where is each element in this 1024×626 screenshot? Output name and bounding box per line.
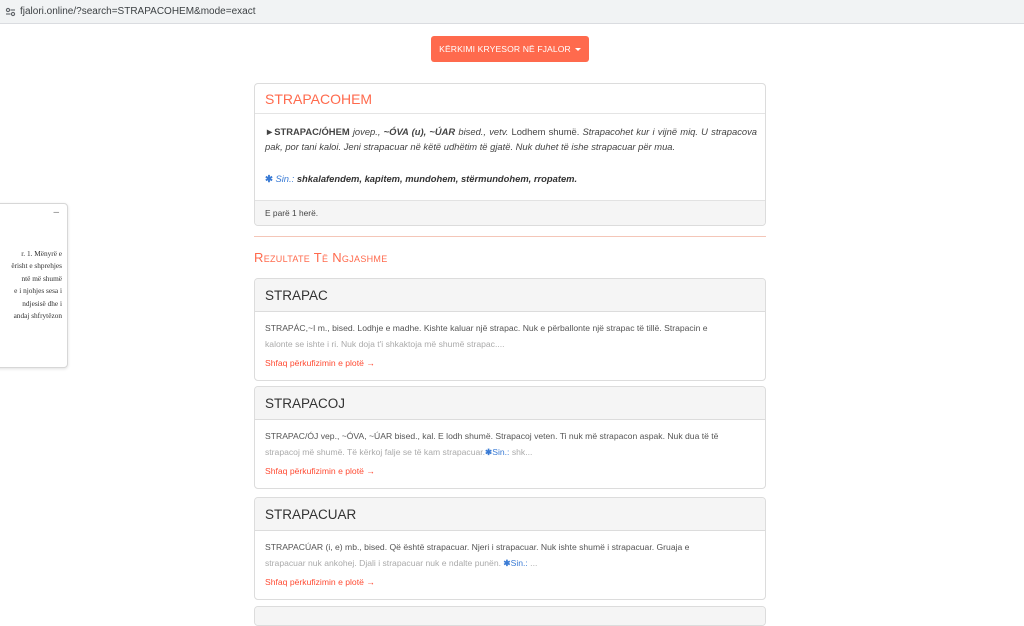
caret-down-icon [575, 48, 581, 51]
part-of-speech: jovep., [352, 126, 381, 137]
side-panel-line: ntë më shumë [21, 273, 62, 283]
minimize-icon[interactable]: – [53, 207, 59, 218]
side-panel-line: andaj shfrytëzon [13, 311, 62, 321]
excerpt-text: strapacoj më shumë. Të kërkoj falje se të kam strapacuar. [265, 446, 486, 457]
show-full-definition-link[interactable]: Shfaq përkufizimin e plotë → [265, 466, 375, 476]
excerpt-line-faded [265, 556, 755, 572]
excerpt-line: STRAPACÚAR (i, e) mb., bised. Që është strapacuar. Njeri i strapacuar. Nuk ishte shumë i strapacuar. Gruaja e [265, 542, 690, 552]
side-definition-panel [0, 203, 68, 368]
examples: Strapacohet kur i vijnë miq. U strapacova pak, por tani kaloi. Jeni strapacuar në këtë udhëtim të gjatë. Nuk duhet të ishe strapacuar për mua. [265, 126, 757, 153]
side-panel-line: e i njohjes sesa i [14, 286, 62, 296]
definition-title: STRAPACOHEM [265, 91, 373, 107]
side-panel-text [0, 248, 62, 322]
show-full-definition-link[interactable]: Shfaq përkufizimin e plotë → [265, 358, 375, 368]
excerpt-text: strapacuar nuk ankohej. Djali i strapacuar nuk e ndalte punën. [265, 557, 504, 568]
result-excerpt [265, 429, 755, 460]
side-panel-line: ndjesisë dhe i [22, 298, 62, 308]
synonym-label: Sin.: [275, 173, 295, 184]
main-search-dropdown-button[interactable] [431, 36, 589, 62]
main-search-button-label: KËRKIMI KRYESOR NË FJALOR [439, 44, 571, 54]
result-excerpt [265, 540, 755, 571]
result-card [254, 386, 766, 489]
side-panel-line: ërisht e shprehjes [11, 261, 62, 271]
synonym-star-icon: ✱ [485, 446, 493, 457]
result-header [255, 387, 765, 420]
result-card [254, 606, 766, 626]
synonym-label: Sin.: [492, 446, 510, 457]
excerpt-line: STRAPÁC,~I m., bised. Lodhje e madhe. Kishte kaluar një strapac. Nuk e përballonte një strapac të tillë. Strapacin e [265, 323, 708, 333]
browser-address-bar [0, 0, 1024, 24]
headword: STRAPAC/ÓHEM [274, 126, 350, 137]
view-count: E parë 1 herë. [255, 200, 765, 225]
section-title: Rezultate Të Ngjashme [254, 250, 388, 265]
synonym-label: Sin.: [510, 557, 528, 568]
site-settings-icon[interactable] [3, 5, 17, 19]
excerpt-tail: ... [527, 557, 538, 568]
show-full-definition-link[interactable]: Shfaq përkufizimin e plotë → [265, 577, 375, 587]
result-card [254, 278, 766, 381]
definition-text [265, 124, 757, 154]
synonym-star-icon: ✱ [265, 173, 273, 184]
excerpt-line-faded: kalonte se ishte i ri. Nuk doja t'i shkaktoja më shumë strapac.... [265, 338, 505, 349]
definition-card [254, 83, 766, 226]
excerpt-line-faded [265, 445, 755, 461]
excerpt-line: STRAPAC/ÓJ vep., ~ÓVA, ~ÚAR bised., kal. E lodh shumë. Strapacoj veten. Ti nuk më strapacon aspak. Nuk dua të të [265, 431, 719, 441]
gloss: Lodhem shumë. [511, 126, 580, 137]
section-divider [254, 236, 766, 237]
result-header [255, 607, 765, 626]
synonym-star-icon: ✱ [503, 557, 511, 568]
result-title[interactable]: STRAPACUAR [265, 507, 357, 522]
result-header [255, 498, 765, 531]
result-header [255, 279, 765, 312]
result-card [254, 497, 766, 600]
excerpt-tail: shk... [509, 446, 533, 457]
side-panel-line: r. 1. Mënyrë e [21, 249, 62, 258]
entry-marker: ► [265, 126, 275, 137]
result-title[interactable]: STRAPAC [265, 288, 328, 303]
result-title[interactable]: STRAPACOJ [265, 396, 346, 411]
divider [255, 113, 765, 114]
usage-labels: bised., vetv. [458, 126, 509, 137]
word-forms: ~ÓVA (u), ~ÚAR [383, 126, 456, 137]
result-excerpt [265, 321, 755, 352]
url-text[interactable]: fjalori.online/?search=STRAPACOHEM&mode=exact [20, 6, 256, 17]
synonym-words: shkalafendem, kapitem, mundohem, stërmundohem, rropatem. [296, 173, 578, 184]
synonyms-line [265, 173, 577, 185]
